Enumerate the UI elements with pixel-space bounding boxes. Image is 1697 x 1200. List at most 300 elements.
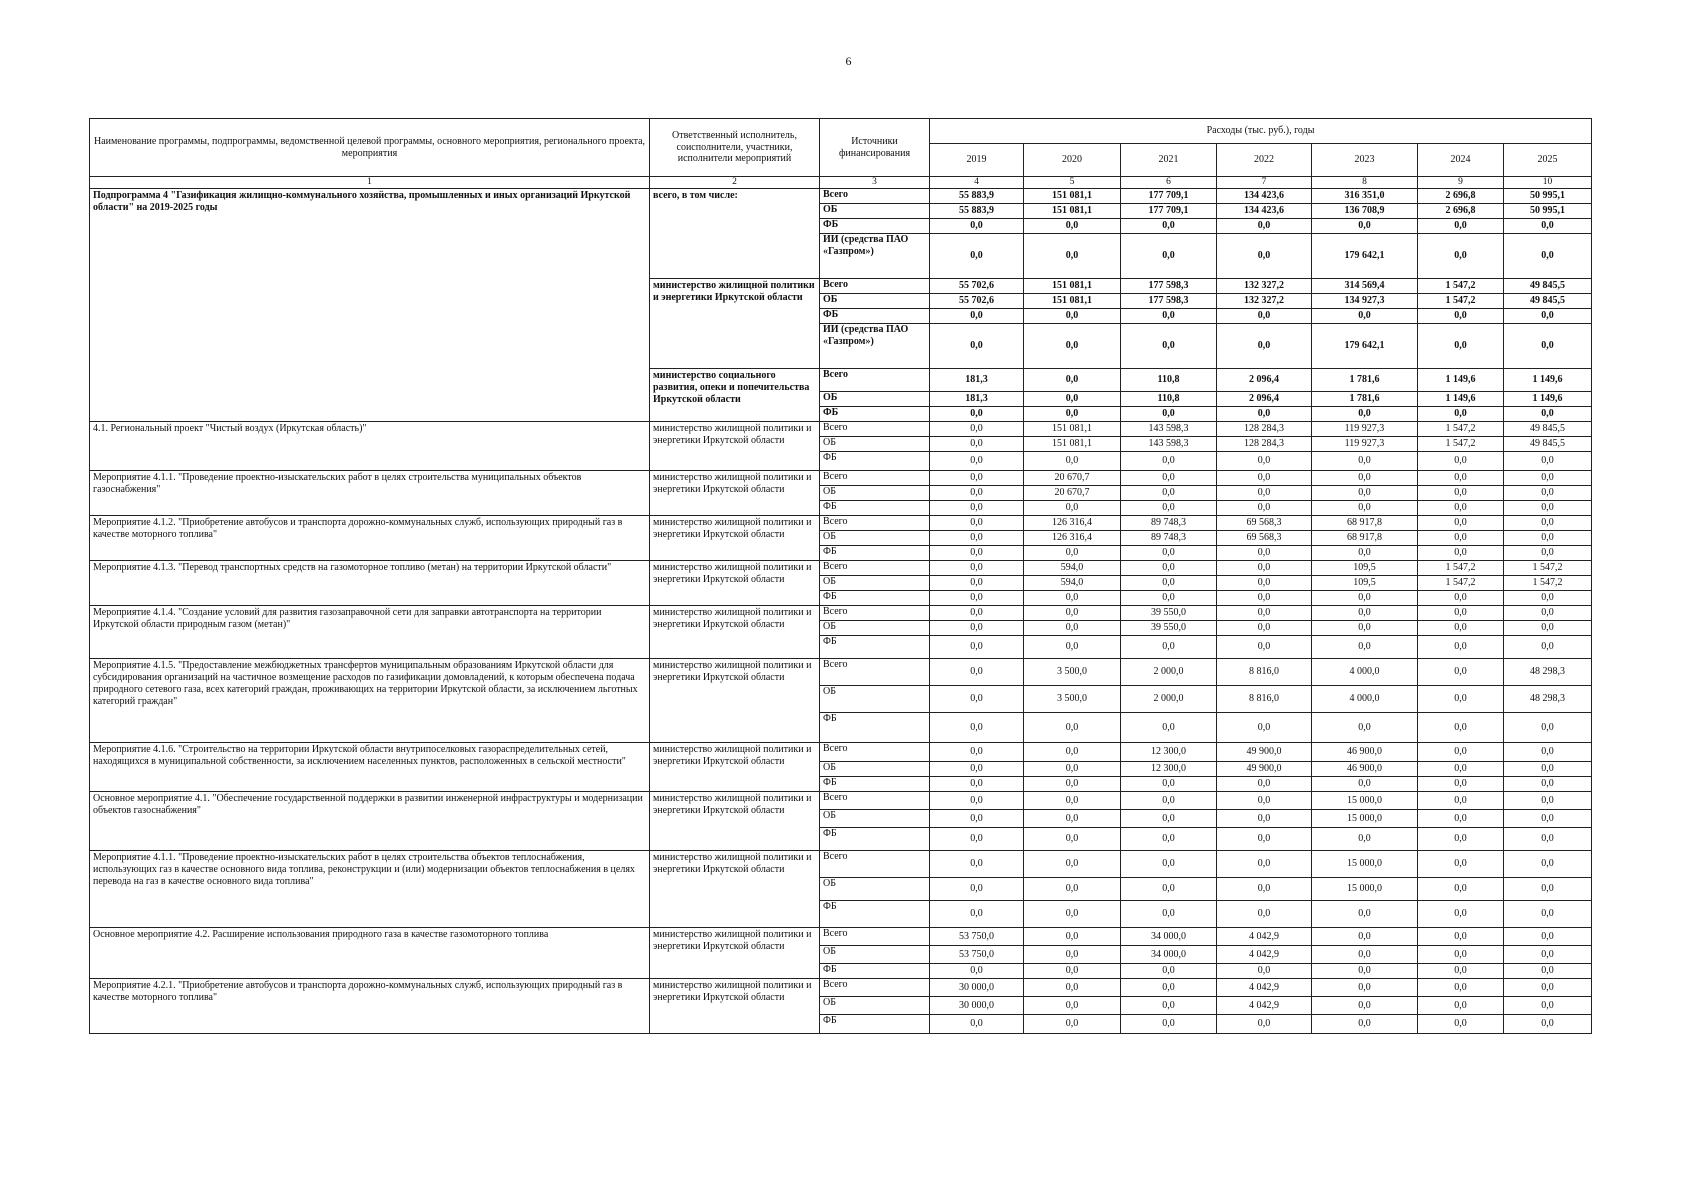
expense-value: 0,0 (1312, 309, 1418, 324)
header-executor: Ответственный исполнитель, соисполнители, участники, исполнители мероприятий (650, 119, 820, 177)
expense-value: 39 550,0 (1121, 606, 1217, 621)
table-row (90, 606, 1592, 621)
expense-value: 55 883,9 (930, 189, 1024, 204)
expense-value: 8 816,0 (1217, 686, 1312, 713)
expense-value: 3 500,0 (1024, 686, 1121, 713)
expense-value: 0,0 (1121, 997, 1217, 1015)
expense-value: 0,0 (1418, 713, 1504, 743)
expense-value: 0,0 (1024, 979, 1121, 997)
table-row (90, 561, 1592, 576)
expense-value: 177 709,1 (1121, 189, 1217, 204)
expense-value: 0,0 (1024, 901, 1121, 928)
program-item-name: Мероприятие 4.1.3. "Перевод транспортных средств на газомоторное топливо (метан) на территории Иркутской области" (90, 561, 650, 606)
expense-value: 0,0 (1504, 606, 1592, 621)
expense-value: 0,0 (1024, 407, 1121, 422)
expense-value: 0,0 (1121, 219, 1217, 234)
expense-value: 136 708,9 (1312, 204, 1418, 219)
funding-source: ОБ (820, 531, 930, 546)
expense-value: 0,0 (1312, 979, 1418, 997)
table-row (90, 851, 1592, 878)
program-item-name: Мероприятие 4.1.4. "Создание условий для развития газозаправочной сети для заправки автотранспорта на территории Иркутской области природным газом (метан)" (90, 606, 650, 659)
executor-cell: всего, в том числе: (650, 189, 820, 279)
expense-value: 69 568,3 (1217, 531, 1312, 546)
column-number-row (90, 177, 1592, 189)
expense-value: 0,0 (930, 501, 1024, 516)
expense-value: 1 547,2 (1418, 422, 1504, 437)
expense-value: 0,0 (930, 636, 1024, 659)
funding-source: Всего (820, 851, 930, 878)
expense-value: 1 149,6 (1504, 392, 1592, 407)
expense-value: 0,0 (1217, 486, 1312, 501)
expense-value: 0,0 (1418, 234, 1504, 279)
header-year: 2024 (1418, 144, 1504, 177)
program-item-name: 4.1. Региональный проект "Чистый воздух (Иркутская область)" (90, 422, 650, 471)
expense-value: 20 670,7 (1024, 471, 1121, 486)
funding-source: Всего (820, 792, 930, 810)
expense-value: 0,0 (930, 452, 1024, 471)
expense-value: 177 598,3 (1121, 279, 1217, 294)
column-number: 7 (1217, 177, 1312, 189)
funding-source: Всего (820, 422, 930, 437)
expense-value: 0,0 (930, 407, 1024, 422)
expense-value: 0,0 (1418, 777, 1504, 792)
funding-source: ФБ (820, 713, 930, 743)
expense-value: 68 917,8 (1312, 516, 1418, 531)
expense-value: 0,0 (1217, 234, 1312, 279)
expense-value: 109,5 (1312, 576, 1418, 591)
expense-value: 0,0 (1418, 546, 1504, 561)
funding-source: ОБ (820, 878, 930, 901)
expense-value: 0,0 (1024, 810, 1121, 828)
expense-value: 0,0 (1504, 621, 1592, 636)
expense-value: 0,0 (1217, 407, 1312, 422)
expense-value: 0,0 (1504, 407, 1592, 422)
header-name: Наименование программы, подпрограммы, ведомственной целевой программы, основного мероприятия, регионального проекта, мероприятия (90, 119, 650, 177)
expense-value: 0,0 (1504, 486, 1592, 501)
expense-value: 594,0 (1024, 576, 1121, 591)
expense-value: 0,0 (1024, 997, 1121, 1015)
expense-value: 0,0 (1024, 234, 1121, 279)
expense-value: 0,0 (1024, 743, 1121, 762)
program-item-name: Мероприятие 4.1.1. "Проведение проектно-изыскательских работ в целях строительства объектов теплоснабжения, использующих газ в качестве основного вида топлива, реконструкции и (или) модернизации объектов теплоснабжения в целях перевода на газ в качестве основного вида топлива" (90, 851, 650, 928)
funding-source: ФБ (820, 407, 930, 422)
expense-value: 0,0 (930, 591, 1024, 606)
expense-value: 0,0 (930, 659, 1024, 686)
expense-value: 109,5 (1312, 561, 1418, 576)
expense-value: 0,0 (1121, 234, 1217, 279)
expense-value: 0,0 (1217, 828, 1312, 851)
expense-value: 0,0 (930, 743, 1024, 762)
expense-value: 1 781,6 (1312, 392, 1418, 407)
expense-value: 0,0 (930, 422, 1024, 437)
expense-value: 0,0 (1217, 471, 1312, 486)
funding-source: ИИ (средства ПАО «Газпром») (820, 324, 930, 369)
expense-value: 0,0 (1312, 828, 1418, 851)
expense-value: 0,0 (1024, 851, 1121, 878)
expense-value: 0,0 (1024, 828, 1121, 851)
expense-value: 0,0 (930, 471, 1024, 486)
expense-value: 0,0 (1312, 621, 1418, 636)
expense-value: 0,0 (1024, 713, 1121, 743)
expense-value: 0,0 (1418, 928, 1504, 946)
expense-value: 2 696,8 (1418, 204, 1504, 219)
expense-value: 8 816,0 (1217, 659, 1312, 686)
expense-value: 0,0 (1121, 810, 1217, 828)
expense-value: 0,0 (1217, 1015, 1312, 1034)
expense-value: 0,0 (1024, 546, 1121, 561)
table-row (90, 743, 1592, 762)
header-year: 2021 (1121, 144, 1217, 177)
expense-value: 0,0 (1121, 979, 1217, 997)
expense-value: 151 081,1 (1024, 204, 1121, 219)
expense-value: 0,0 (1504, 531, 1592, 546)
expense-value: 0,0 (1121, 878, 1217, 901)
expense-value: 151 081,1 (1024, 437, 1121, 452)
expense-value: 0,0 (1217, 621, 1312, 636)
table-row (90, 792, 1592, 810)
expense-value: 49 845,5 (1504, 437, 1592, 452)
expense-value: 0,0 (1504, 964, 1592, 979)
expense-value: 594,0 (1024, 561, 1121, 576)
expense-value: 0,0 (1217, 309, 1312, 324)
executor-cell: министерство жилищной политики и энергетики Иркутской области (650, 743, 820, 792)
funding-source: ИИ (средства ПАО «Газпром») (820, 234, 930, 279)
expense-value: 0,0 (1418, 979, 1504, 997)
funding-source: Всего (820, 561, 930, 576)
header-source: Источники финансирования (820, 119, 930, 177)
executor-cell: министерство жилищной политики и энергетики Иркутской области (650, 516, 820, 561)
executor-cell: министерство жилищной политики и энергетики Иркутской области (650, 279, 820, 369)
expense-value: 0,0 (1217, 452, 1312, 471)
expense-value: 0,0 (1024, 591, 1121, 606)
funding-source: ФБ (820, 1015, 930, 1034)
expense-value: 1 781,6 (1312, 369, 1418, 392)
expense-value: 0,0 (1312, 1015, 1418, 1034)
program-item-name: Подпрограмма 4 "Газификация жилищно-коммунального хозяйства, промышленных и иных организаций Иркутской области" на 2019-2025 годы (90, 189, 650, 422)
expense-value: 0,0 (1312, 713, 1418, 743)
expense-value: 0,0 (1217, 501, 1312, 516)
funding-source: Всего (820, 471, 930, 486)
expense-value: 89 748,3 (1121, 531, 1217, 546)
expense-value: 0,0 (930, 531, 1024, 546)
expense-value: 0,0 (1121, 324, 1217, 369)
expense-value: 53 750,0 (930, 946, 1024, 964)
expense-value: 0,0 (1121, 501, 1217, 516)
expense-value: 0,0 (1418, 792, 1504, 810)
funding-source: Всего (820, 516, 930, 531)
expense-value: 12 300,0 (1121, 762, 1217, 777)
expense-value: 0,0 (1024, 309, 1121, 324)
expense-value: 0,0 (930, 219, 1024, 234)
table-row (90, 928, 1592, 946)
funding-source: ОБ (820, 810, 930, 828)
expense-value: 0,0 (1217, 792, 1312, 810)
expense-value: 0,0 (1217, 546, 1312, 561)
expense-value: 0,0 (1024, 928, 1121, 946)
expense-value: 0,0 (1121, 546, 1217, 561)
program-item-name: Основное мероприятие 4.1. "Обеспечение государственной поддержки в развитии инженерной инфраструктуры и модернизации объектов газоснабжения" (90, 792, 650, 851)
expense-value: 0,0 (1504, 762, 1592, 777)
expense-value: 126 316,4 (1024, 516, 1121, 531)
expense-value: 0,0 (1418, 810, 1504, 828)
expense-value: 0,0 (1418, 901, 1504, 928)
expense-value: 0,0 (1121, 576, 1217, 591)
expense-value: 48 298,3 (1504, 686, 1592, 713)
expense-value: 39 550,0 (1121, 621, 1217, 636)
expense-value: 0,0 (1217, 777, 1312, 792)
column-number: 8 (1312, 177, 1418, 189)
expense-value: 0,0 (1504, 516, 1592, 531)
funding-source: Всего (820, 743, 930, 762)
expense-value: 1 547,2 (1504, 561, 1592, 576)
funding-source: ФБ (820, 309, 930, 324)
expense-value: 49 900,0 (1217, 762, 1312, 777)
expense-value: 0,0 (1217, 324, 1312, 369)
expense-value: 1 547,2 (1418, 279, 1504, 294)
table-row (90, 189, 1592, 204)
expense-value: 0,0 (1504, 636, 1592, 659)
expense-value: 134 423,6 (1217, 204, 1312, 219)
expense-value: 0,0 (1504, 309, 1592, 324)
expense-value: 0,0 (1418, 659, 1504, 686)
expense-value: 0,0 (1504, 851, 1592, 878)
expense-value: 0,0 (1024, 964, 1121, 979)
expense-value: 49 900,0 (1217, 743, 1312, 762)
expense-value: 0,0 (1504, 219, 1592, 234)
expense-value: 0,0 (1312, 964, 1418, 979)
table-row (90, 422, 1592, 437)
expense-value: 0,0 (1312, 946, 1418, 964)
funding-source: ОБ (820, 294, 930, 309)
column-number: 1 (90, 177, 650, 189)
funding-source: ОБ (820, 437, 930, 452)
expense-value: 0,0 (1418, 1015, 1504, 1034)
funding-source: ФБ (820, 452, 930, 471)
program-item-name: Мероприятие 4.1.2. "Приобретение автобусов и транспорта дорожно-коммунальных служб, использующих природный газ в качестве моторного топлива" (90, 516, 650, 561)
header-year: 2020 (1024, 144, 1121, 177)
column-number: 5 (1024, 177, 1121, 189)
expense-value: 2 096,4 (1217, 369, 1312, 392)
table-row (90, 471, 1592, 486)
funding-source: ОБ (820, 686, 930, 713)
expense-value: 0,0 (1312, 997, 1418, 1015)
program-item-name: Мероприятие 4.1.6. "Строительство на территории Иркутской области внутрипоселковых газораспределительных сетей, находящихся в муниципальной собственности, за исключением населенных пунктов, расположенных в сельской местности" (90, 743, 650, 792)
expense-value: 68 917,8 (1312, 531, 1418, 546)
expense-value: 143 598,3 (1121, 422, 1217, 437)
expense-value: 1 547,2 (1418, 437, 1504, 452)
expense-value: 2 696,8 (1418, 189, 1504, 204)
funding-source: ФБ (820, 546, 930, 561)
expense-value: 1 149,6 (1504, 369, 1592, 392)
expense-value: 0,0 (1121, 792, 1217, 810)
program-item-name: Мероприятие 4.2.1. "Приобретение автобусов и транспорта дорожно-коммунальных служб, использующих природный газ в качестве моторного топлива" (90, 979, 650, 1034)
expense-value: 119 927,3 (1312, 437, 1418, 452)
expense-value: 15 000,0 (1312, 810, 1418, 828)
expense-value: 0,0 (1312, 471, 1418, 486)
expense-value: 49 845,5 (1504, 422, 1592, 437)
expense-value: 0,0 (1217, 810, 1312, 828)
expense-value: 0,0 (1418, 591, 1504, 606)
expense-value: 0,0 (1312, 777, 1418, 792)
expense-value: 0,0 (1217, 964, 1312, 979)
expense-value: 0,0 (930, 810, 1024, 828)
expense-value: 0,0 (1504, 997, 1592, 1015)
expense-value: 0,0 (1312, 501, 1418, 516)
expense-value: 0,0 (1217, 878, 1312, 901)
expense-value: 0,0 (930, 851, 1024, 878)
expense-value: 0,0 (1121, 471, 1217, 486)
program-item-name: Основное мероприятие 4.2. Расширение использования природного газа в качестве газомоторного топлива (90, 928, 650, 979)
funding-source: ОБ (820, 486, 930, 501)
expense-value: 0,0 (1504, 792, 1592, 810)
executor-cell: министерство жилищной политики и энергетики Иркутской области (650, 928, 820, 979)
funding-source: Всего (820, 189, 930, 204)
expense-value: 0,0 (1121, 452, 1217, 471)
expense-value: 0,0 (1312, 407, 1418, 422)
expense-value: 0,0 (1024, 621, 1121, 636)
funding-source: ФБ (820, 964, 930, 979)
expense-value: 49 845,5 (1504, 294, 1592, 309)
expense-value: 0,0 (1504, 810, 1592, 828)
expense-value: 0,0 (930, 309, 1024, 324)
expense-value: 0,0 (1024, 369, 1121, 392)
expense-value: 177 598,3 (1121, 294, 1217, 309)
expense-value: 0,0 (1217, 713, 1312, 743)
expense-value: 134 423,6 (1217, 189, 1312, 204)
expense-value: 0,0 (1504, 324, 1592, 369)
executor-cell: министерство жилищной политики и энергетики Иркутской области (650, 851, 820, 928)
expense-value: 4 042,9 (1217, 928, 1312, 946)
expense-value: 2 096,4 (1217, 392, 1312, 407)
expense-value: 0,0 (930, 878, 1024, 901)
funding-source: ФБ (820, 636, 930, 659)
funding-source: Всего (820, 979, 930, 997)
expense-value: 0,0 (1121, 777, 1217, 792)
expense-value: 110,8 (1121, 392, 1217, 407)
expense-value: 0,0 (930, 964, 1024, 979)
expense-value: 0,0 (1418, 471, 1504, 486)
expense-value: 89 748,3 (1121, 516, 1217, 531)
expense-value: 0,0 (1121, 901, 1217, 928)
expense-value: 0,0 (1121, 713, 1217, 743)
expense-value: 4 042,9 (1217, 979, 1312, 997)
expense-value: 0,0 (1312, 591, 1418, 606)
funding-source: ФБ (820, 219, 930, 234)
expense-value: 0,0 (930, 486, 1024, 501)
expense-value: 0,0 (1217, 576, 1312, 591)
funding-source: ОБ (820, 997, 930, 1015)
expense-value: 181,3 (930, 369, 1024, 392)
expense-value: 132 327,2 (1217, 294, 1312, 309)
column-number: 10 (1504, 177, 1592, 189)
expense-value: 0,0 (1504, 928, 1592, 946)
expense-value: 179 642,1 (1312, 324, 1418, 369)
funding-source: ОБ (820, 762, 930, 777)
expense-value: 0,0 (1024, 762, 1121, 777)
expense-value: 1 149,6 (1418, 392, 1504, 407)
program-item-name: Мероприятие 4.1.5. "Предоставление межбюджетных трансфертов муниципальным образованиям Иркутской области для субсидирования организаций на частичное возмещение расходов по газификации домовладений, к которым обеспечена подача природного сетевого газа, всех категорий граждан, проживающих на территории Иркутской области, за исключением льготных категорий граждан" (90, 659, 650, 743)
expense-value: 110,8 (1121, 369, 1217, 392)
expense-value: 128 284,3 (1217, 437, 1312, 452)
expense-value: 0,0 (1217, 606, 1312, 621)
funding-source: ОБ (820, 621, 930, 636)
expense-value: 0,0 (1418, 531, 1504, 546)
funding-source: ФБ (820, 901, 930, 928)
expense-value: 15 000,0 (1312, 851, 1418, 878)
expense-value: 0,0 (1121, 486, 1217, 501)
expense-value: 0,0 (1024, 792, 1121, 810)
expense-value: 0,0 (1312, 486, 1418, 501)
expense-value: 69 568,3 (1217, 516, 1312, 531)
page-number: 6 (845, 54, 852, 68)
expense-value: 30 000,0 (930, 997, 1024, 1015)
funding-source: ОБ (820, 946, 930, 964)
table-row (90, 979, 1592, 997)
expense-value: 0,0 (1418, 828, 1504, 851)
expense-value: 0,0 (1504, 901, 1592, 928)
expense-value: 0,0 (1504, 946, 1592, 964)
expense-value: 0,0 (930, 777, 1024, 792)
expense-value: 0,0 (930, 713, 1024, 743)
expense-value: 0,0 (1418, 501, 1504, 516)
expense-value: 4 042,9 (1217, 997, 1312, 1015)
expense-value: 0,0 (930, 828, 1024, 851)
column-number: 2 (650, 177, 820, 189)
expense-value: 0,0 (930, 621, 1024, 636)
funding-source: ФБ (820, 501, 930, 516)
expense-value: 34 000,0 (1121, 928, 1217, 946)
expense-value: 0,0 (1121, 561, 1217, 576)
header-year: 2023 (1312, 144, 1418, 177)
expense-value: 0,0 (1418, 946, 1504, 964)
expense-value: 4 000,0 (1312, 659, 1418, 686)
column-number: 6 (1121, 177, 1217, 189)
expense-value: 179 642,1 (1312, 234, 1418, 279)
header-year: 2022 (1217, 144, 1312, 177)
expense-value: 0,0 (1121, 851, 1217, 878)
expense-value: 0,0 (930, 762, 1024, 777)
expense-value: 0,0 (1312, 546, 1418, 561)
column-number: 3 (820, 177, 930, 189)
expense-value: 0,0 (1504, 878, 1592, 901)
expense-value: 314 569,4 (1312, 279, 1418, 294)
executor-cell: министерство жилищной политики и энергетики Иркутской области (650, 561, 820, 606)
expense-value: 0,0 (1312, 219, 1418, 234)
funding-source: ОБ (820, 204, 930, 219)
executor-cell: министерство жилищной политики и энергетики Иркутской области (650, 422, 820, 471)
expense-value: 0,0 (1418, 309, 1504, 324)
financing-table (89, 118, 1592, 1034)
expense-value: 12 300,0 (1121, 743, 1217, 762)
expense-value: 0,0 (1024, 777, 1121, 792)
expense-value: 55 702,6 (930, 279, 1024, 294)
expense-value: 46 900,0 (1312, 762, 1418, 777)
column-number: 4 (930, 177, 1024, 189)
funding-source: ОБ (820, 392, 930, 407)
funding-source: ФБ (820, 828, 930, 851)
expense-value: 0,0 (1418, 621, 1504, 636)
expense-value: 0,0 (1217, 591, 1312, 606)
expense-value: 0,0 (930, 792, 1024, 810)
expense-value: 0,0 (1418, 606, 1504, 621)
expense-value: 0,0 (930, 234, 1024, 279)
expense-value: 0,0 (1418, 324, 1504, 369)
expense-value: 0,0 (930, 606, 1024, 621)
expense-value: 0,0 (1418, 743, 1504, 762)
expense-value: 0,0 (1121, 309, 1217, 324)
funding-source: ФБ (820, 591, 930, 606)
expense-value: 53 750,0 (930, 928, 1024, 946)
